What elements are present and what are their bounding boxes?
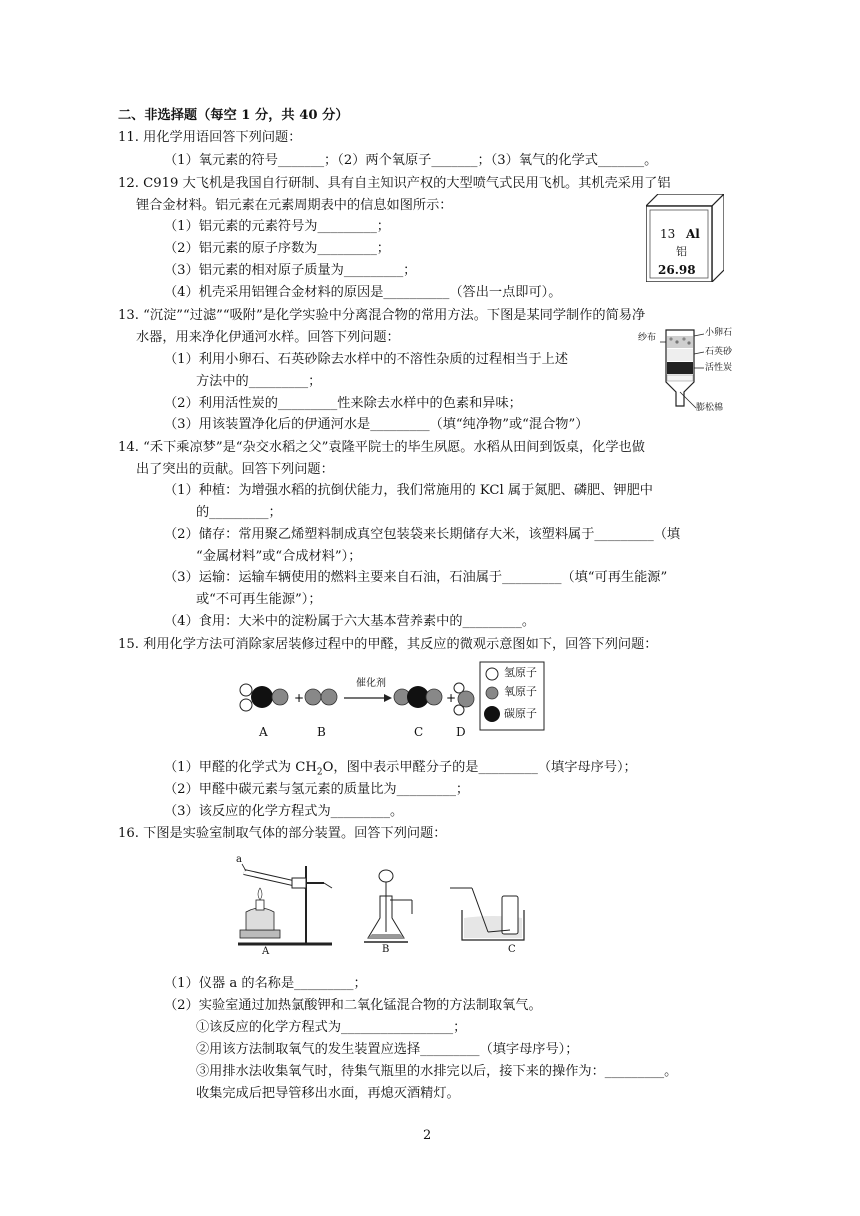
q15-item-2: （2）甲醛中碳元素与氢元素的质量比为_________； (164, 782, 470, 797)
q13-stem-line2: 水器，用来净化伊通河水样。回答下列问题： (136, 330, 400, 345)
q11-stem: 11. 用化学用语回答下列问题： (118, 130, 302, 145)
label-instrument-a: a (236, 854, 242, 865)
q15-item-1: （1）甲醛的化学式为 $CH_2O$，图中表示甲醛分子的是_________（填字母序号）； (164, 760, 637, 778)
q14-item-2b: “金属材料”或“合成材料”）； (196, 549, 362, 564)
svg-text:+: + (294, 691, 305, 705)
label-gauze: 纱布 (638, 333, 657, 343)
element-name: 铝 (676, 245, 687, 258)
q14-item-2a: （2）储存：常用聚乙烯塑料制成真空包装袋来长期储存大米，该塑料属于_________（填 (164, 527, 681, 542)
q16-stem: 16. 下图是实验室制取气体的部分装置。回答下列问题： (118, 826, 447, 841)
molecule-label-b: B (317, 725, 326, 739)
q11-items: （1）氧元素的符号_______；（2）两个氧原子_______；（3）氧气的化学式_______。 (164, 153, 658, 168)
q14-item-1a: （1）种植：为增强水稻的抗倒伏能力，我们常施用的 KCl 属于氮肥、磷肥、钾肥中 (164, 483, 653, 498)
q14-item-4: （4）食用：大米中的淀粉属于六大基本营养素中的_________。 (164, 614, 536, 629)
label-apparatus-c: C (508, 944, 516, 955)
label-cotton: 膨松棉 (696, 403, 724, 413)
molecule-label-c: C (414, 725, 424, 739)
q12-item-3: （3）铝元素的相对原子质量为_________； (164, 263, 417, 278)
q14-item-3b: 或“不可再生能源”）； (196, 592, 322, 607)
aluminum-element-card (646, 194, 724, 282)
legend-hydrogen: 氢原子 (504, 666, 537, 679)
q15-item-3: （3）该反应的化学方程式为_________。 (164, 804, 404, 819)
q12-stem-line2: 锂合金材料。铝元素在元素周期表中的信息如图所示： (136, 198, 453, 213)
legend-carbon: 碳原子 (504, 707, 537, 720)
q14-stem-line1: 14. “禾下乘凉梦”是“杂交水稻之父”袁隆平院士的毕生夙愿。水稻从田间到饭桌，化学也做 (118, 440, 645, 455)
apparatus-figure (232, 856, 562, 960)
q16-sub-4: 收集完成后把导管移出水面，再熄灭酒精灯。 (196, 1086, 460, 1101)
q15-stem: 15. 利用化学方法可消除家居装修过程中的甲醛，其反应的微观示意图如下，回答下列问题： (118, 637, 658, 652)
q13-stem-line1: 13. “沉淀”“过滤”“吸附”是化学实验中分离混合物的常用方法。下图是某同学制作的简易净 (118, 308, 646, 323)
label-pebble: 小卵石 (705, 328, 733, 338)
reaction-diagram (234, 660, 634, 744)
catalyst-label: 催化剂 (356, 678, 386, 689)
q16-item-2: （2）实验室通过加热氯酸钾和二氧化锰混合物的方法制取氧气。 (164, 998, 542, 1013)
q13-item-2: （2）利用活性炭的_________性来除去水样中的色素和异味； (164, 396, 522, 411)
q12-item-1: （1）铝元素的元素符号为_________； (164, 219, 390, 234)
water-purifier-figure (638, 326, 738, 414)
svg-text:+: + (446, 691, 457, 705)
label-apparatus-a: A (262, 946, 270, 957)
label-apparatus-b: B (382, 944, 390, 955)
element-number: 13 (660, 227, 676, 241)
element-mass: 26.98 (658, 263, 696, 277)
q16-sub-2: ②用该方法制取氧气的发生装置应选择_________（填字母序号）； (196, 1042, 579, 1057)
q16-item-1: （1）仪器 a 的名称是_________； (164, 976, 367, 991)
q13-item-3: （3）用该装置净化后的伊通河水是_________（填“纯净物”或“混合物”） (164, 417, 589, 432)
q13-item-1b: 方法中的_________； (196, 374, 322, 389)
q13-item-1a: （1）利用小卵石、石英砂除去水样中的不溶性杂质的过程相当于上述 (164, 352, 569, 367)
q12-item-4: （4）机壳采用铝锂合金材料的原因是__________（答出一点即可）。 (164, 285, 562, 300)
q16-sub-3: ③用排水法收集氧气时，待集气瓶里的水排完以后，接下来的操作为：_________。 (196, 1064, 678, 1079)
molecule-label-d: D (456, 725, 466, 739)
q12-stem-line1: 12. C919 大飞机是我国自行研制、具有自主知识产权的大型喷气式民用飞机。其机壳采用了铝 (118, 176, 671, 191)
element-symbol: Al (686, 227, 700, 241)
label-sand: 石英砂 (705, 347, 733, 357)
q12-item-2: （2）铝元素的原子序数为_________； (164, 241, 390, 256)
page-number: 2 (423, 1128, 432, 1143)
q14-item-1b: 的_________； (196, 505, 282, 520)
label-carbon: 活性炭 (705, 363, 733, 373)
section-title: 二、非选择题（每空 1 分，共 40 分） (118, 108, 349, 123)
q14-stem-line2: 出了突出的贡献。回答下列问题： (136, 462, 334, 477)
q16-sub-1: ①该反应的化学方程式为_________________； (196, 1020, 467, 1035)
q14-item-3a: （3）运输：运输车辆使用的燃料主要来自石油，石油属于_________（填“可再生能源” (164, 570, 668, 585)
molecule-label-a: A (259, 725, 268, 739)
legend-oxygen: 氧原子 (504, 685, 537, 698)
